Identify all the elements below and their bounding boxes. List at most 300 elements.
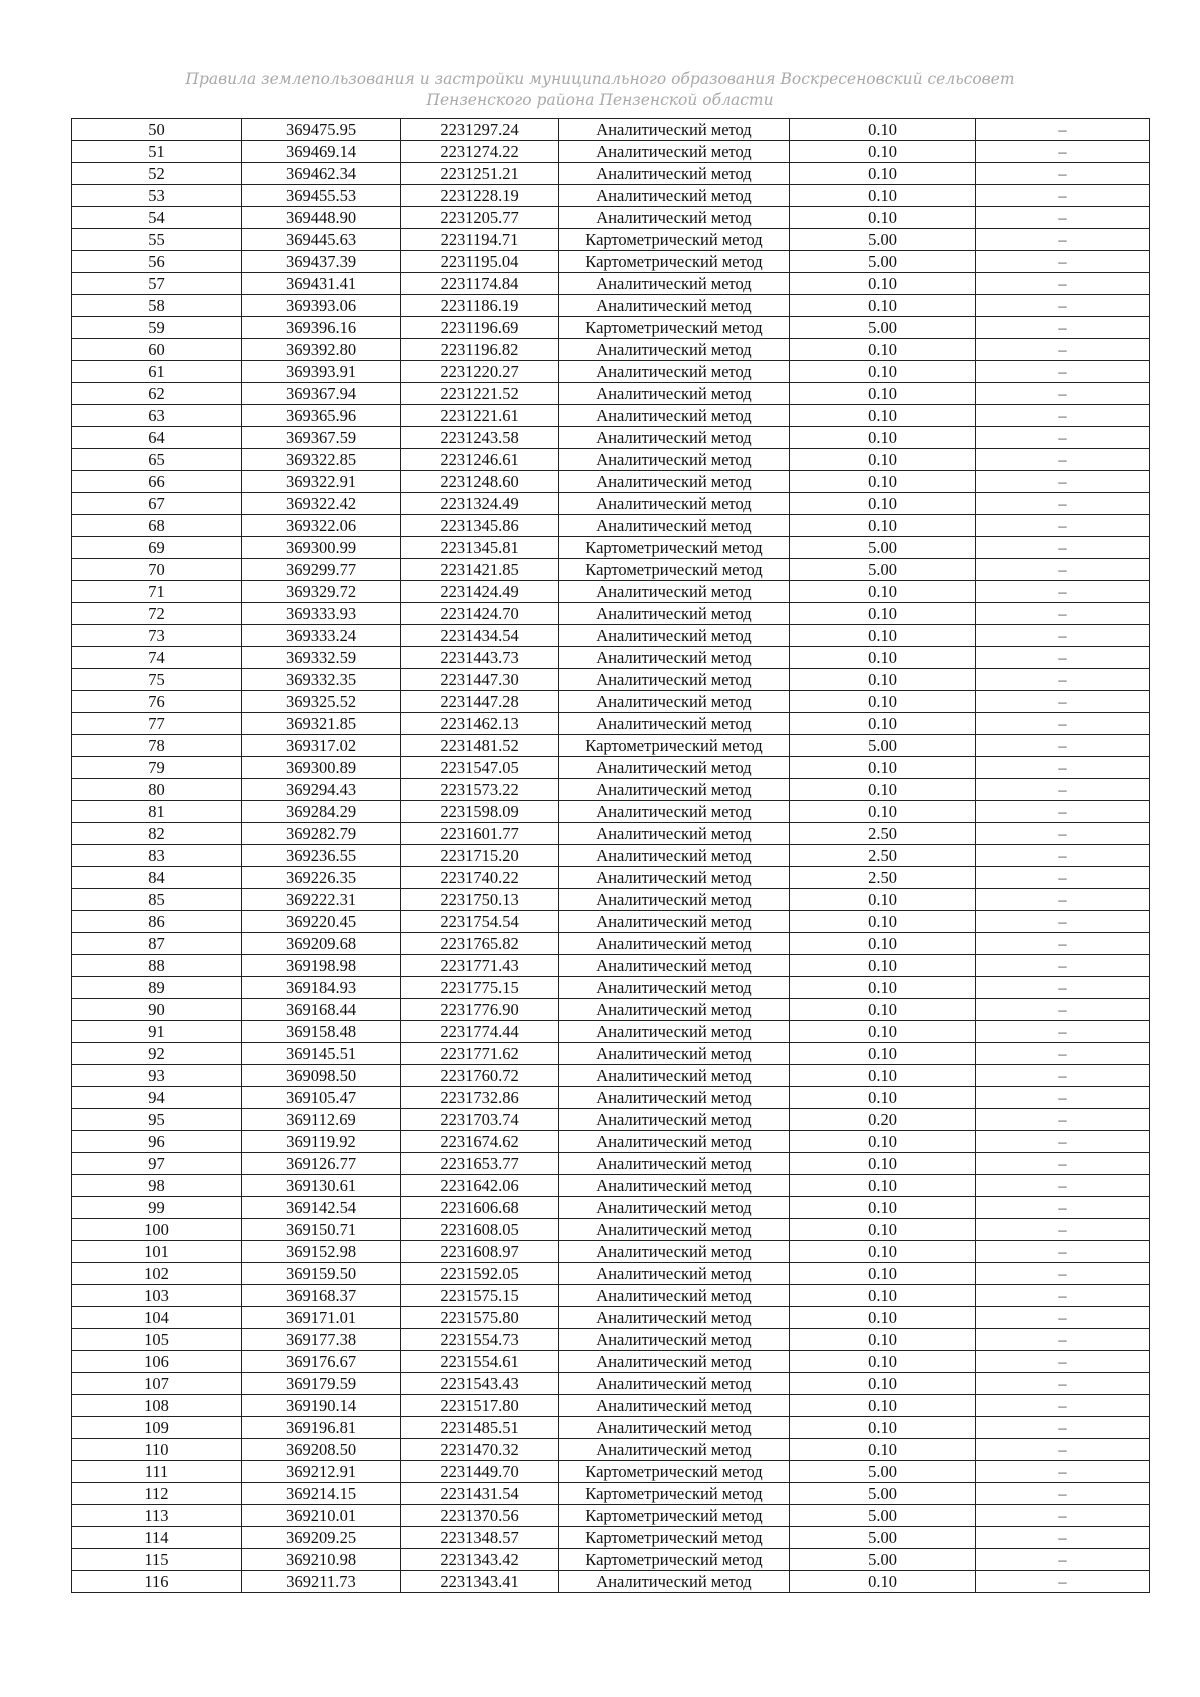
- method-cell: Аналитический метод: [559, 185, 790, 207]
- point-number-cell: 96: [72, 1131, 242, 1153]
- x-coordinate-cell: 369126.77: [242, 1153, 401, 1175]
- y-coordinate-cell: 2231343.42: [401, 1549, 559, 1571]
- table-row: [72, 1219, 1150, 1241]
- y-coordinate-cell: 2231196.69: [401, 317, 559, 339]
- accuracy-cell: 0.10: [790, 427, 976, 449]
- description-cell: –: [976, 1065, 1150, 1087]
- method-cell: Аналитический метод: [559, 1043, 790, 1065]
- y-coordinate-cell: 2231575.15: [401, 1285, 559, 1307]
- x-coordinate-cell: 369322.06: [242, 515, 401, 537]
- accuracy-cell: 0.10: [790, 1417, 976, 1439]
- accuracy-cell: 0.10: [790, 1131, 976, 1153]
- point-number-cell: 55: [72, 229, 242, 251]
- method-cell: Аналитический метод: [559, 427, 790, 449]
- method-cell: Картометрический метод: [559, 559, 790, 581]
- description-cell: –: [976, 163, 1150, 185]
- table-row: [72, 361, 1150, 383]
- point-number-cell: 91: [72, 1021, 242, 1043]
- accuracy-cell: 0.10: [790, 1307, 976, 1329]
- y-coordinate-cell: 2231740.22: [401, 867, 559, 889]
- table-row: [72, 1329, 1150, 1351]
- x-coordinate-cell: 369150.71: [242, 1219, 401, 1241]
- description-cell: –: [976, 317, 1150, 339]
- method-cell: Аналитический метод: [559, 1175, 790, 1197]
- y-coordinate-cell: 2231251.21: [401, 163, 559, 185]
- method-cell: Аналитический метод: [559, 119, 790, 141]
- table-row: [72, 295, 1150, 317]
- point-number-cell: 59: [72, 317, 242, 339]
- y-coordinate-cell: 2231771.43: [401, 955, 559, 977]
- x-coordinate-cell: 369177.38: [242, 1329, 401, 1351]
- table-row: [72, 801, 1150, 823]
- table-row: [72, 1417, 1150, 1439]
- description-cell: –: [976, 1131, 1150, 1153]
- accuracy-cell: 0.10: [790, 163, 976, 185]
- y-coordinate-cell: 2231653.77: [401, 1153, 559, 1175]
- y-coordinate-cell: 2231324.49: [401, 493, 559, 515]
- table-row: [72, 1043, 1150, 1065]
- table-row: [72, 1285, 1150, 1307]
- point-number-cell: 79: [72, 757, 242, 779]
- accuracy-cell: 5.00: [790, 537, 976, 559]
- accuracy-cell: 0.10: [790, 889, 976, 911]
- description-cell: –: [976, 669, 1150, 691]
- accuracy-cell: 0.10: [790, 1395, 976, 1417]
- method-cell: Аналитический метод: [559, 977, 790, 999]
- description-cell: –: [976, 647, 1150, 669]
- description-cell: –: [976, 1439, 1150, 1461]
- y-coordinate-cell: 2231642.06: [401, 1175, 559, 1197]
- table-row: [72, 1175, 1150, 1197]
- description-cell: –: [976, 867, 1150, 889]
- point-number-cell: 108: [72, 1395, 242, 1417]
- method-cell: Аналитический метод: [559, 1571, 790, 1593]
- point-number-cell: 69: [72, 537, 242, 559]
- x-coordinate-cell: 369119.92: [242, 1131, 401, 1153]
- point-number-cell: 100: [72, 1219, 242, 1241]
- table-row: [72, 1483, 1150, 1505]
- method-cell: Аналитический метод: [559, 823, 790, 845]
- accuracy-cell: 0.10: [790, 801, 976, 823]
- description-cell: –: [976, 229, 1150, 251]
- x-coordinate-cell: 369168.44: [242, 999, 401, 1021]
- coordinates-table: [71, 118, 1150, 1593]
- x-coordinate-cell: 369431.41: [242, 273, 401, 295]
- accuracy-cell: 5.00: [790, 1483, 976, 1505]
- description-cell: –: [976, 1329, 1150, 1351]
- accuracy-cell: 0.10: [790, 119, 976, 141]
- description-cell: –: [976, 493, 1150, 515]
- description-cell: –: [976, 889, 1150, 911]
- y-coordinate-cell: 2231447.30: [401, 669, 559, 691]
- table-row: [72, 339, 1150, 361]
- description-cell: –: [976, 295, 1150, 317]
- method-cell: Аналитический метод: [559, 867, 790, 889]
- method-cell: Картометрический метод: [559, 735, 790, 757]
- y-coordinate-cell: 2231424.70: [401, 603, 559, 625]
- method-cell: Аналитический метод: [559, 1087, 790, 1109]
- accuracy-cell: 0.10: [790, 757, 976, 779]
- table-row: [72, 625, 1150, 647]
- x-coordinate-cell: 369171.01: [242, 1307, 401, 1329]
- x-coordinate-cell: 369367.59: [242, 427, 401, 449]
- method-cell: Аналитический метод: [559, 933, 790, 955]
- accuracy-cell: 0.10: [790, 1021, 976, 1043]
- accuracy-cell: 0.10: [790, 1153, 976, 1175]
- table-row: [72, 735, 1150, 757]
- method-cell: Аналитический метод: [559, 801, 790, 823]
- y-coordinate-cell: 2231760.72: [401, 1065, 559, 1087]
- point-number-cell: 53: [72, 185, 242, 207]
- table-row: [72, 383, 1150, 405]
- x-coordinate-cell: 369184.93: [242, 977, 401, 999]
- x-coordinate-cell: 369158.48: [242, 1021, 401, 1043]
- table-row: [72, 823, 1150, 845]
- method-cell: Аналитический метод: [559, 647, 790, 669]
- x-coordinate-cell: 369282.79: [242, 823, 401, 845]
- table-row: [72, 955, 1150, 977]
- y-coordinate-cell: 2231776.90: [401, 999, 559, 1021]
- y-coordinate-cell: 2231598.09: [401, 801, 559, 823]
- method-cell: Аналитический метод: [559, 207, 790, 229]
- y-coordinate-cell: 2231674.62: [401, 1131, 559, 1153]
- description-cell: –: [976, 405, 1150, 427]
- x-coordinate-cell: 369299.77: [242, 559, 401, 581]
- accuracy-cell: 0.10: [790, 603, 976, 625]
- point-number-cell: 104: [72, 1307, 242, 1329]
- description-cell: –: [976, 515, 1150, 537]
- method-cell: Аналитический метод: [559, 339, 790, 361]
- description-cell: –: [976, 1549, 1150, 1571]
- point-number-cell: 107: [72, 1373, 242, 1395]
- method-cell: Аналитический метод: [559, 383, 790, 405]
- table-row: [72, 691, 1150, 713]
- table-row: [72, 933, 1150, 955]
- point-number-cell: 74: [72, 647, 242, 669]
- point-number-cell: 65: [72, 449, 242, 471]
- description-cell: –: [976, 1043, 1150, 1065]
- x-coordinate-cell: 369329.72: [242, 581, 401, 603]
- description-cell: –: [976, 207, 1150, 229]
- table-row: [72, 449, 1150, 471]
- table-row: [72, 229, 1150, 251]
- x-coordinate-cell: 369105.47: [242, 1087, 401, 1109]
- description-cell: –: [976, 1021, 1150, 1043]
- table-row: [72, 317, 1150, 339]
- accuracy-cell: 5.00: [790, 229, 976, 251]
- y-coordinate-cell: 2231775.15: [401, 977, 559, 999]
- x-coordinate-cell: 369325.52: [242, 691, 401, 713]
- y-coordinate-cell: 2231221.61: [401, 405, 559, 427]
- description-cell: –: [976, 427, 1150, 449]
- accuracy-cell: 5.00: [790, 1505, 976, 1527]
- accuracy-cell: 0.10: [790, 185, 976, 207]
- accuracy-cell: 5.00: [790, 251, 976, 273]
- description-cell: –: [976, 471, 1150, 493]
- table-row: [72, 1505, 1150, 1527]
- accuracy-cell: 0.10: [790, 1263, 976, 1285]
- table-row: [72, 713, 1150, 735]
- x-coordinate-cell: 369322.42: [242, 493, 401, 515]
- coordinates-table-body: [72, 119, 1150, 1593]
- accuracy-cell: 0.10: [790, 1373, 976, 1395]
- y-coordinate-cell: 2231470.32: [401, 1439, 559, 1461]
- accuracy-cell: 0.10: [790, 405, 976, 427]
- method-cell: Картометрический метод: [559, 537, 790, 559]
- method-cell: Аналитический метод: [559, 1395, 790, 1417]
- description-cell: –: [976, 1351, 1150, 1373]
- description-cell: –: [976, 537, 1150, 559]
- method-cell: Аналитический метод: [559, 999, 790, 1021]
- point-number-cell: 82: [72, 823, 242, 845]
- point-number-cell: 67: [72, 493, 242, 515]
- table-row: [72, 537, 1150, 559]
- description-cell: –: [976, 339, 1150, 361]
- accuracy-cell: 0.10: [790, 1043, 976, 1065]
- table-row: [72, 845, 1150, 867]
- point-number-cell: 63: [72, 405, 242, 427]
- accuracy-cell: 0.10: [790, 647, 976, 669]
- table-row: [72, 1439, 1150, 1461]
- y-coordinate-cell: 2231343.41: [401, 1571, 559, 1593]
- y-coordinate-cell: 2231195.04: [401, 251, 559, 273]
- table-row: [72, 977, 1150, 999]
- point-number-cell: 111: [72, 1461, 242, 1483]
- description-cell: –: [976, 273, 1150, 295]
- y-coordinate-cell: 2231194.71: [401, 229, 559, 251]
- method-cell: Аналитический метод: [559, 1241, 790, 1263]
- accuracy-cell: 2.50: [790, 823, 976, 845]
- point-number-cell: 66: [72, 471, 242, 493]
- x-coordinate-cell: 369112.69: [242, 1109, 401, 1131]
- method-cell: Аналитический метод: [559, 889, 790, 911]
- point-number-cell: 58: [72, 295, 242, 317]
- table-row: [72, 163, 1150, 185]
- method-cell: Картометрический метод: [559, 229, 790, 251]
- point-number-cell: 92: [72, 1043, 242, 1065]
- accuracy-cell: 0.10: [790, 1175, 976, 1197]
- x-coordinate-cell: 369208.50: [242, 1439, 401, 1461]
- accuracy-cell: 0.10: [790, 669, 976, 691]
- point-number-cell: 75: [72, 669, 242, 691]
- header-line-2: Пензенского района Пензенской области: [426, 91, 774, 109]
- accuracy-cell: 5.00: [790, 317, 976, 339]
- x-coordinate-cell: 369300.89: [242, 757, 401, 779]
- point-number-cell: 90: [72, 999, 242, 1021]
- y-coordinate-cell: 2231517.80: [401, 1395, 559, 1417]
- method-cell: Аналитический метод: [559, 625, 790, 647]
- y-coordinate-cell: 2231348.57: [401, 1527, 559, 1549]
- method-cell: Аналитический метод: [559, 1373, 790, 1395]
- table-row: [72, 867, 1150, 889]
- y-coordinate-cell: 2231345.86: [401, 515, 559, 537]
- table-row: [72, 1241, 1150, 1263]
- description-cell: –: [976, 1087, 1150, 1109]
- method-cell: Аналитический метод: [559, 691, 790, 713]
- method-cell: Аналитический метод: [559, 669, 790, 691]
- y-coordinate-cell: 2231601.77: [401, 823, 559, 845]
- description-cell: –: [976, 581, 1150, 603]
- table-row: [72, 647, 1150, 669]
- y-coordinate-cell: 2231274.22: [401, 141, 559, 163]
- method-cell: Картометрический метод: [559, 317, 790, 339]
- accuracy-cell: 0.10: [790, 339, 976, 361]
- accuracy-cell: 0.10: [790, 1219, 976, 1241]
- table-row: [72, 779, 1150, 801]
- x-coordinate-cell: 369152.98: [242, 1241, 401, 1263]
- x-coordinate-cell: 369159.50: [242, 1263, 401, 1285]
- method-cell: Картометрический метод: [559, 1483, 790, 1505]
- accuracy-cell: 0.10: [790, 955, 976, 977]
- table-row: [72, 515, 1150, 537]
- point-number-cell: 98: [72, 1175, 242, 1197]
- x-coordinate-cell: 369321.85: [242, 713, 401, 735]
- point-number-cell: 116: [72, 1571, 242, 1593]
- point-number-cell: 99: [72, 1197, 242, 1219]
- method-cell: Аналитический метод: [559, 361, 790, 383]
- x-coordinate-cell: 369445.63: [242, 229, 401, 251]
- x-coordinate-cell: 369393.06: [242, 295, 401, 317]
- method-cell: Аналитический метод: [559, 713, 790, 735]
- point-number-cell: 76: [72, 691, 242, 713]
- accuracy-cell: 0.10: [790, 779, 976, 801]
- description-cell: –: [976, 603, 1150, 625]
- y-coordinate-cell: 2231246.61: [401, 449, 559, 471]
- y-coordinate-cell: 2231554.73: [401, 1329, 559, 1351]
- method-cell: Картометрический метод: [559, 1527, 790, 1549]
- table-row: [72, 1065, 1150, 1087]
- x-coordinate-cell: 369392.80: [242, 339, 401, 361]
- method-cell: Аналитический метод: [559, 1439, 790, 1461]
- table-row: [72, 911, 1150, 933]
- table-row: [72, 427, 1150, 449]
- description-cell: –: [976, 1417, 1150, 1439]
- x-coordinate-cell: 369145.51: [242, 1043, 401, 1065]
- accuracy-cell: 5.00: [790, 735, 976, 757]
- table-row: [72, 669, 1150, 691]
- x-coordinate-cell: 369367.94: [242, 383, 401, 405]
- accuracy-cell: 0.20: [790, 1109, 976, 1131]
- point-number-cell: 97: [72, 1153, 242, 1175]
- point-number-cell: 51: [72, 141, 242, 163]
- table-row: [72, 581, 1150, 603]
- x-coordinate-cell: 369222.31: [242, 889, 401, 911]
- table-row: [72, 1197, 1150, 1219]
- table-row: [72, 1373, 1150, 1395]
- y-coordinate-cell: 2231220.27: [401, 361, 559, 383]
- accuracy-cell: 0.10: [790, 141, 976, 163]
- y-coordinate-cell: 2231592.05: [401, 1263, 559, 1285]
- x-coordinate-cell: 369462.34: [242, 163, 401, 185]
- accuracy-cell: 0.10: [790, 207, 976, 229]
- method-cell: Аналитический метод: [559, 1285, 790, 1307]
- x-coordinate-cell: 369332.59: [242, 647, 401, 669]
- method-cell: Аналитический метод: [559, 1351, 790, 1373]
- description-cell: –: [976, 141, 1150, 163]
- description-cell: –: [976, 1461, 1150, 1483]
- description-cell: –: [976, 977, 1150, 999]
- point-number-cell: 87: [72, 933, 242, 955]
- table-row: [72, 405, 1150, 427]
- method-cell: Аналитический метод: [559, 1329, 790, 1351]
- description-cell: –: [976, 691, 1150, 713]
- method-cell: Аналитический метод: [559, 911, 790, 933]
- table-row: [72, 141, 1150, 163]
- x-coordinate-cell: 369236.55: [242, 845, 401, 867]
- accuracy-cell: 5.00: [790, 1549, 976, 1571]
- method-cell: Картометрический метод: [559, 1461, 790, 1483]
- accuracy-cell: 0.10: [790, 691, 976, 713]
- point-number-cell: 115: [72, 1549, 242, 1571]
- x-coordinate-cell: 369294.43: [242, 779, 401, 801]
- y-coordinate-cell: 2231443.73: [401, 647, 559, 669]
- method-cell: Аналитический метод: [559, 405, 790, 427]
- accuracy-cell: 0.10: [790, 1065, 976, 1087]
- point-number-cell: 93: [72, 1065, 242, 1087]
- description-cell: –: [976, 845, 1150, 867]
- y-coordinate-cell: 2231608.05: [401, 1219, 559, 1241]
- y-coordinate-cell: 2231345.81: [401, 537, 559, 559]
- accuracy-cell: 0.10: [790, 1439, 976, 1461]
- description-cell: –: [976, 119, 1150, 141]
- table-row: [72, 1131, 1150, 1153]
- y-coordinate-cell: 2231750.13: [401, 889, 559, 911]
- point-number-cell: 89: [72, 977, 242, 999]
- table-row: [72, 603, 1150, 625]
- method-cell: Аналитический метод: [559, 163, 790, 185]
- table-row: [72, 1307, 1150, 1329]
- description-cell: –: [976, 361, 1150, 383]
- point-number-cell: 112: [72, 1483, 242, 1505]
- point-number-cell: 52: [72, 163, 242, 185]
- y-coordinate-cell: 2231424.49: [401, 581, 559, 603]
- description-cell: –: [976, 559, 1150, 581]
- description-cell: –: [976, 449, 1150, 471]
- method-cell: Аналитический метод: [559, 779, 790, 801]
- x-coordinate-cell: 369209.68: [242, 933, 401, 955]
- description-cell: –: [976, 1285, 1150, 1307]
- description-cell: –: [976, 823, 1150, 845]
- accuracy-cell: 0.10: [790, 911, 976, 933]
- description-cell: –: [976, 1219, 1150, 1241]
- method-cell: Картометрический метод: [559, 1505, 790, 1527]
- point-number-cell: 57: [72, 273, 242, 295]
- x-coordinate-cell: 369226.35: [242, 867, 401, 889]
- method-cell: Картометрический метод: [559, 251, 790, 273]
- y-coordinate-cell: 2231228.19: [401, 185, 559, 207]
- y-coordinate-cell: 2231421.85: [401, 559, 559, 581]
- description-cell: –: [976, 185, 1150, 207]
- method-cell: Аналитический метод: [559, 955, 790, 977]
- table-row: [72, 1461, 1150, 1483]
- point-number-cell: 61: [72, 361, 242, 383]
- accuracy-cell: 0.10: [790, 977, 976, 999]
- method-cell: Аналитический метод: [559, 141, 790, 163]
- table-row: [72, 1021, 1150, 1043]
- point-number-cell: 83: [72, 845, 242, 867]
- y-coordinate-cell: 2231573.22: [401, 779, 559, 801]
- method-cell: Аналитический метод: [559, 603, 790, 625]
- accuracy-cell: 0.10: [790, 515, 976, 537]
- point-number-cell: 102: [72, 1263, 242, 1285]
- y-coordinate-cell: 2231196.82: [401, 339, 559, 361]
- x-coordinate-cell: 369198.98: [242, 955, 401, 977]
- table-row: [72, 1153, 1150, 1175]
- y-coordinate-cell: 2231547.05: [401, 757, 559, 779]
- accuracy-cell: 5.00: [790, 1461, 976, 1483]
- y-coordinate-cell: 2231608.97: [401, 1241, 559, 1263]
- x-coordinate-cell: 369284.29: [242, 801, 401, 823]
